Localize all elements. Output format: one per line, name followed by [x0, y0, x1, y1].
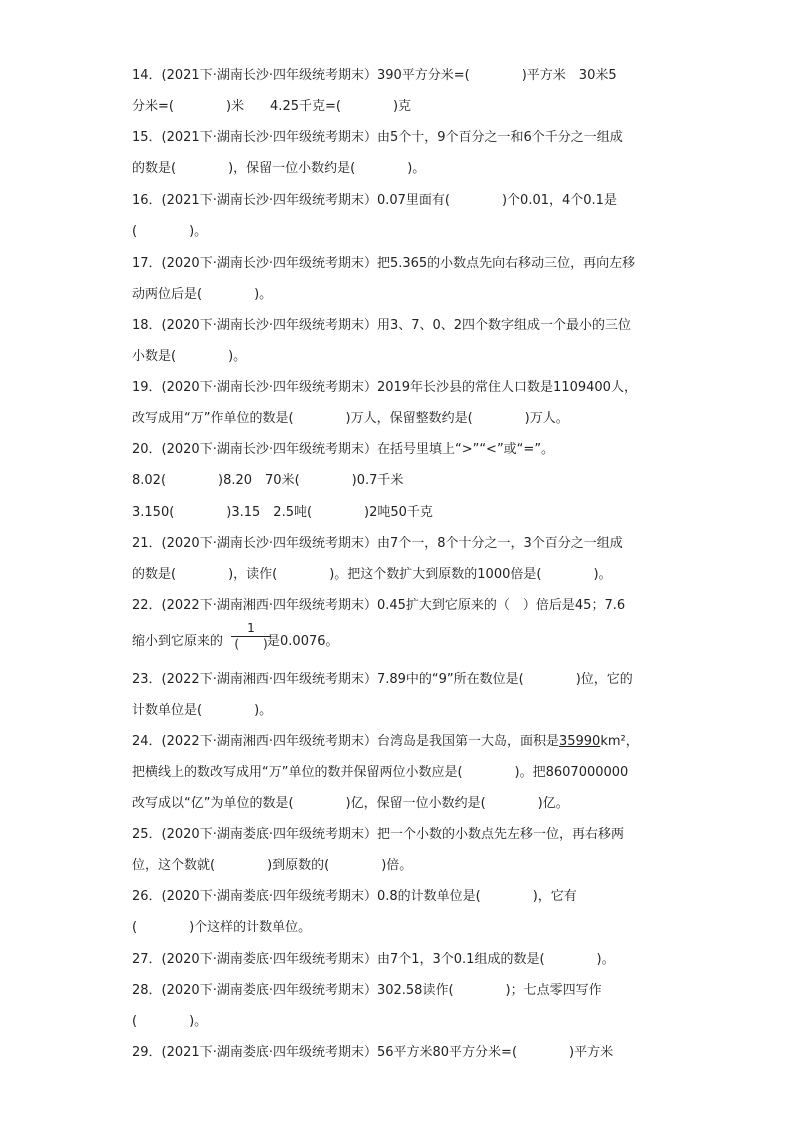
- text-line: 15．(2021下·湖南长沙·四年级统考期末）由5个十，9个百分之一和6个千分之一组成: [132, 130, 623, 145]
- text-line: 29．(2021下·湖南娄底·四年级统考期末）56平方米80平方分米=( )平方米: [132, 1045, 614, 1060]
- text-line: 位，这个数就( )到原数的( )倍。: [132, 858, 413, 873]
- text-line: 8.02( )8.20 70米( )0.7千米: [132, 473, 404, 488]
- text-line: 3.150( )3.15 2.5吨( )2吨50千克: [132, 505, 433, 520]
- text-line: 的数是( )，保留一位小数约是( )。: [132, 161, 426, 176]
- text-line: 14．(2021下·湖南长沙·四年级统考期末）390平方分米=( )平方米 30米5: [132, 68, 617, 83]
- text-line: 20．(2020下·湖南长沙·四年级统考期末）在括号里填上“>”“<”或“=”。: [132, 442, 555, 457]
- text-line: 把横线上的数改写成用“万”单位的数并保留两位小数应是( )。把8607000000: [132, 765, 629, 780]
- text-line: 21．(2020下·湖南长沙·四年级统考期末）由7个一，8个十分之一，3个百分之一组成: [132, 536, 623, 551]
- text-line: 计数单位是( )。: [132, 703, 273, 718]
- fraction-numerator: 1: [247, 621, 255, 635]
- text-line: 改写成以“亿”为单位的数是( )亿，保留一位小数约是( )亿。: [132, 796, 569, 811]
- underlined-area-value: 35990: [558, 734, 601, 749]
- text-line: ( )。: [132, 1014, 208, 1029]
- fraction: [231, 622, 271, 654]
- text-line: ( )。: [132, 224, 208, 239]
- text-line: 25．(2020下·湖南娄底·四年级统考期末）把一个小数的小数点先左移一位，再右移两: [132, 827, 624, 842]
- text-line: 17．(2020下·湖南长沙·四年级统考期末）把5.365的小数点先向右移动三位，再向左移: [132, 256, 636, 271]
- text-line: ( )个这样的计数单位。: [132, 920, 312, 935]
- text-line: 26．(2020下·湖南娄底·四年级统考期末）0.8的计数单位是( )，它有: [132, 889, 577, 904]
- text-line: 动两位后是( )。: [132, 287, 273, 302]
- q22-text-after: 是0.0076。: [267, 634, 339, 649]
- text-line: 改写成用“万”作单位的数是( )万人，保留整数约是( )万人。: [132, 411, 569, 426]
- text-line: 小数是( )。: [132, 349, 247, 364]
- text-line: 22．(2022下·湖南湘西·四年级统考期末）0.45扩大到它原来的（ ）倍后是45；7.6: [132, 598, 626, 613]
- area-unit: km²: [600, 734, 626, 749]
- fraction-denominator: ( ): [234, 637, 268, 651]
- text-line: 19．(2020下·湖南长沙·四年级统考期末）2019年长沙县的常住人口数是1109400人，: [132, 380, 637, 395]
- q24-comma: ，: [625, 734, 639, 749]
- q24-text: 24．(2022下·湖南湘西·四年级统考期末）台湾岛是我国第一大岛，面积是: [132, 734, 559, 749]
- text-line: 18．(2020下·湖南长沙·四年级统考期末）用3、7、0、2四个数字组成一个最小的三位: [132, 318, 632, 333]
- text-line: 23．(2022下·湖南湘西·四年级统考期末）7.89中的“9”所在数位是( )位，它的: [132, 672, 633, 687]
- text-line: 28．(2020下·湖南娄底·四年级统考期末）302.58读作( )；七点零四写作: [132, 983, 602, 998]
- text-line: 分米=( )米 4.25千克=( )克: [132, 99, 412, 114]
- text-line: 的数是( )，读作( )。把这个数扩大到原数的1000倍是( )。: [132, 567, 612, 582]
- q22-text-before: 缩小到它原来的: [132, 634, 224, 649]
- text-line: 16．(2021下·湖南长沙·四年级统考期末）0.07里面有( )个0.01，4个0.1是: [132, 193, 617, 208]
- text-line: 27．(2020下·湖南娄底·四年级统考期末）由7个1，3个0.1组成的数是( )。: [132, 952, 615, 967]
- q24-line-1: [132, 733, 639, 751]
